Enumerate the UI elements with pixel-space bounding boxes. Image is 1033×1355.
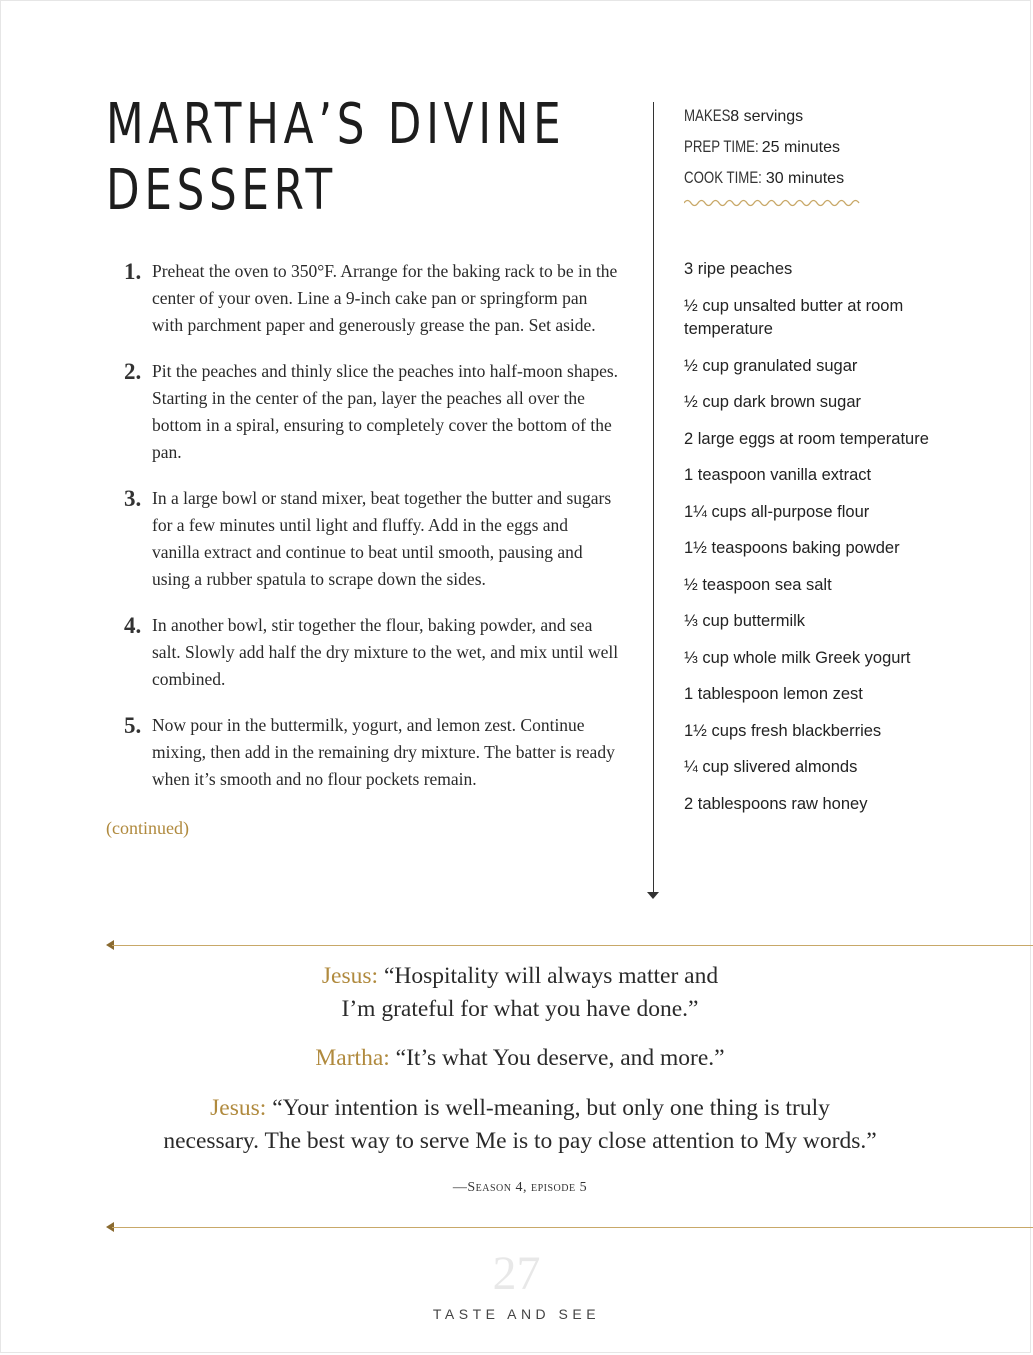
ingredient-item: ½ cup dark brown sugar [684, 393, 862, 411]
meta-value: 30 minutes [765, 170, 845, 187]
ingredient-item: ½ cup granulated sugar [684, 356, 858, 375]
instruction-steps [120, 258, 620, 812]
meta-value: 8 servings [730, 108, 804, 125]
step-text: Pit the peaches and thinly slice the peaches into half-moon shapes. Starting in the center of the pan, layer the peaches all over the bottom in a spiral, ensuring to completely cover the bottom of the pan. [152, 361, 619, 462]
title-line-1: MARTHA’S DIVINE [106, 92, 566, 157]
meta-prep-time [684, 135, 844, 166]
continued-note: (continued) [106, 818, 189, 838]
quote-text: “Your intention is well-meaning, but only one thing is truly [266, 1095, 830, 1121]
meta-label: COOK TIME: [684, 168, 762, 187]
step-text: In a large bowl or stand mixer, beat together the butter and sugars for a few minutes until light and fluffy. Add in the eggs and vanilla extract and continue to beat until smooth, pausing and using a rubber spatula to scrape down the sides. [152, 488, 612, 589]
quote-top-rule [112, 945, 1033, 946]
ingredient-list [684, 258, 934, 829]
recipe-title [106, 92, 565, 224]
quote-text-continued: I’m grateful for what you have done.” [341, 996, 699, 1022]
instruction-step [120, 712, 620, 793]
quote-text-continued: necessary. The best way to serve Me is to pay close attention to My words.” [163, 1128, 877, 1154]
instruction-step [120, 485, 620, 593]
ingredient-item: ⅓ cup buttermilk [684, 612, 806, 630]
quote-block-3 [100, 1092, 940, 1158]
quote-speaker: Jesus: [321, 963, 379, 989]
quote-block-1 [100, 960, 940, 1026]
meta-makes [684, 104, 844, 135]
step-number: 5. [124, 713, 142, 738]
running-footer: TASTE AND SEE [432, 1306, 601, 1322]
step-number: 3. [124, 486, 142, 511]
quote-bottom-rule [112, 1227, 1033, 1228]
meta-label: PREP TIME: [684, 137, 759, 156]
quote-speaker: Jesus: [210, 1095, 267, 1121]
recipe-meta [684, 104, 844, 197]
ingredient-item: ½ cup unsalted butter at room temperature [684, 296, 904, 338]
ingredient-item: 3 ripe peaches [684, 260, 793, 278]
quote-block-2 [100, 1042, 940, 1075]
meta-label: MAKES: [684, 106, 735, 125]
ingredient-item: 2 tablespoons raw honey [684, 794, 868, 813]
step-text: Now pour in the buttermilk, yogurt, and lemon zest. Continue mixing, then add in the remaining dry mixture. The batter is ready when it’s smooth and no flour pockets remain. [152, 715, 615, 789]
ingredient-item: 1 tablespoon lemon zest [684, 685, 863, 703]
column-divider [653, 102, 654, 896]
step-text: In another bowl, stir together the flour, baking powder, and sea salt. Slowly add half the dry mixture to the wet, and mix until well combined. [152, 615, 619, 689]
step-number: 2. [124, 359, 142, 384]
ingredient-item: 1¼ cups all-purpose flour [684, 502, 870, 521]
ingredient-item: ½ teaspoon sea salt [684, 575, 832, 594]
quote-text: “Hospitality will always matter and [378, 963, 719, 989]
ingredient-item: ⅓ cup whole milk Greek yogurt [684, 648, 911, 667]
ingredient-item: ¼ cup slivered almonds [684, 758, 858, 776]
title-line-2: DESSERT [106, 158, 337, 223]
ingredient-item: 2 large eggs at room temperature [684, 429, 929, 448]
instruction-step [120, 358, 620, 466]
instruction-step [120, 612, 620, 693]
divider-arrow-icon [647, 892, 659, 899]
ingredient-item: 1½ cups fresh blackberries [684, 721, 882, 740]
meta-cook-time [684, 166, 844, 197]
ingredient-item: 1½ teaspoons baking powder [684, 539, 900, 557]
quote-speaker: Martha: [315, 1045, 390, 1071]
meta-value: 25 minutes [761, 139, 840, 156]
ingredient-item: 1 teaspoon vanilla extract [684, 466, 872, 484]
step-text: Preheat the oven to 350°F. Arrange for the baking rack to be in the center of your oven. Line a 9-inch cake pan or springform pan with parchment paper and generously grease the pan. Set aside. [152, 261, 618, 335]
quote-text: “It’s what You deserve, and more.” [389, 1045, 725, 1071]
step-number: 1. [124, 259, 142, 284]
squiggle-divider-icon [684, 197, 860, 209]
quote-source: —Season 4, episode 5 [452, 1180, 588, 1195]
step-number: 4. [124, 613, 142, 638]
instruction-step [120, 258, 620, 339]
page-number: 27 [492, 1247, 541, 1300]
